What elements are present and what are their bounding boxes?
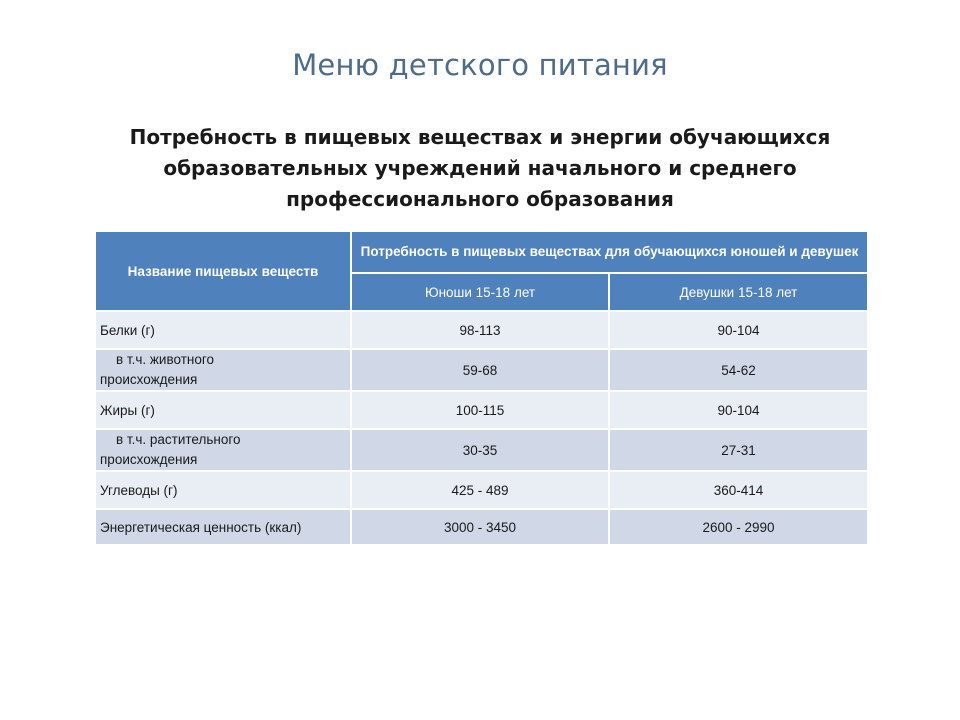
row-girls-value: 2600 - 2990 (609, 509, 868, 545)
row-name-line2: происхождения (100, 372, 198, 387)
table-row (95, 311, 868, 349)
header-needs-group: Потребность в пищевых веществах для обучающихся юношей и девушек (351, 231, 868, 273)
row-girls-value: 54-62 (609, 349, 868, 391)
row-girls-value: 360-414 (609, 471, 868, 509)
header-boys: Юноши 15-18 лет (351, 273, 609, 311)
slide-subtitle: Потребность в пищевых веществах и энергии обучающихся образовательных учреждений начального и среднего профессионального образования (129, 125, 831, 211)
row-name-line2: происхождения (100, 452, 198, 467)
row-boys-value: 59-68 (351, 349, 609, 391)
table-row (95, 429, 868, 471)
slide-title: Меню детского питания (292, 48, 668, 82)
table-row (95, 349, 868, 391)
row-name: Углеводы (г) (95, 471, 351, 509)
row-boys-value: 3000 - 3450 (351, 509, 609, 545)
row-name-line1: в т.ч. растительного (116, 432, 241, 447)
row-boys-value: 30-35 (351, 429, 609, 471)
row-girls-value: 90-104 (609, 311, 868, 349)
header-nutrient-name: Название пищевых веществ (95, 231, 351, 311)
row-name (95, 349, 351, 391)
row-name: Энергетическая ценность (ккал) (95, 509, 351, 545)
row-boys-value: 100-115 (351, 391, 609, 429)
row-name: Белки (г) (95, 311, 351, 349)
row-name: Жиры (г) (95, 391, 351, 429)
row-boys-value: 425 - 489 (351, 471, 609, 509)
nutrition-table (94, 230, 869, 546)
row-girls-value: 27-31 (609, 429, 868, 471)
row-name-line1: в т.ч. животного (116, 352, 214, 367)
row-name (95, 429, 351, 471)
row-boys-value: 98-113 (351, 311, 609, 349)
table-row (95, 471, 868, 509)
table-row (95, 391, 868, 429)
header-girls: Девушки 15-18 лет (609, 273, 868, 311)
row-girls-value: 90-104 (609, 391, 868, 429)
table-row (95, 509, 868, 545)
